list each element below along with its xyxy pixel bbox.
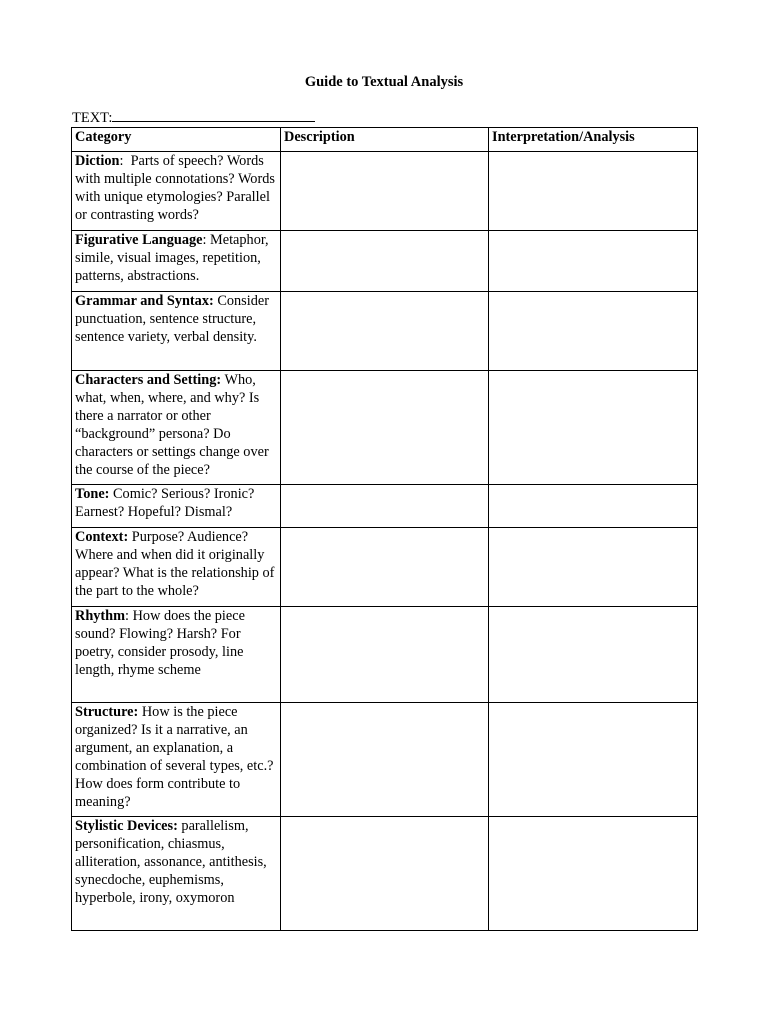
header-description: Description (281, 128, 489, 152)
category-separator: : (202, 232, 211, 248)
category-detail: How is the piece organized? Is it a narrative, an argument, an explanation, a combination of several types, etc.? How does form contribute to meaning? (75, 704, 274, 810)
category-cell (72, 371, 281, 485)
description-cell[interactable] (281, 152, 489, 231)
category-term: Tone: (75, 486, 110, 502)
description-cell[interactable] (281, 485, 489, 528)
text-field-line (72, 109, 315, 127)
category-detail: How does the piece sound? Flowing? Harsh? For poetry, consider prosody, line length, rhyme scheme (75, 608, 245, 678)
category-detail: parallelism, personification, chiasmus, alliteration, assonance, antithesis, synecdoche, euphemisms, hyperbole, irony, oxymoron (75, 818, 267, 906)
interpretation-cell[interactable] (489, 485, 698, 528)
category-cell (72, 703, 281, 817)
interpretation-cell[interactable] (489, 152, 698, 231)
description-cell[interactable] (281, 703, 489, 817)
category-cell (72, 528, 281, 607)
analysis-table (71, 127, 698, 931)
interpretation-cell[interactable] (489, 292, 698, 371)
text-label: TEXT: (72, 110, 113, 126)
category-term: Context: (75, 529, 129, 545)
description-cell[interactable] (281, 292, 489, 371)
table-row-figurative-language (72, 231, 698, 292)
category-term: Structure: (75, 704, 139, 720)
category-detail: Purpose? Audience? Where and when did it originally appear? What is the relationship of the part to the whole? (75, 529, 275, 599)
table-row-stylistic-devices (72, 817, 698, 931)
category-cell (72, 485, 281, 528)
category-detail: Consider punctuation, sentence structure, sentence variety, verbal density. (75, 293, 269, 345)
category-separator: : (119, 153, 131, 169)
category-cell (72, 817, 281, 931)
document-title: Guide to Textual Analysis (304, 74, 464, 90)
category-term: Rhythm (75, 608, 126, 624)
category-cell (72, 292, 281, 371)
table-row-characters-setting (72, 371, 698, 485)
description-cell[interactable] (281, 371, 489, 485)
table-row-structure (72, 703, 698, 817)
category-term: Characters and Setting: (75, 372, 222, 388)
category-cell (72, 231, 281, 292)
interpretation-cell[interactable] (489, 817, 698, 931)
category-cell (72, 152, 281, 231)
table-row-context (72, 528, 698, 607)
category-detail: Parts of speech? Words with multiple connotations? Words with unique etymologies? Parallel or contrasting words? (75, 153, 275, 223)
category-detail: Metaphor, simile, visual images, repetition, patterns, abstractions. (75, 232, 269, 284)
category-separator: : (125, 608, 133, 624)
description-cell[interactable] (281, 528, 489, 607)
interpretation-cell[interactable] (489, 703, 698, 817)
category-detail: Who, what, when, where, and why? Is there a narrator or other “background” persona? Do characters or settings change over the course of the piece? (75, 372, 269, 478)
header-interpretation: Interpretation/Analysis (489, 128, 698, 152)
text-blank-line[interactable] (112, 109, 315, 122)
description-cell[interactable] (281, 607, 489, 703)
category-cell (72, 607, 281, 703)
category-term: Grammar and Syntax: (75, 293, 214, 309)
table-header-row (72, 128, 698, 152)
description-cell[interactable] (281, 817, 489, 931)
interpretation-cell[interactable] (489, 528, 698, 607)
category-term: Stylistic Devices: (75, 818, 178, 834)
category-term: Figurative Language (75, 232, 203, 248)
interpretation-cell[interactable] (489, 607, 698, 703)
table-row-rhythm (72, 607, 698, 703)
header-category: Category (72, 128, 281, 152)
table-row-grammar-syntax (72, 292, 698, 371)
table-row-diction (72, 152, 698, 231)
description-cell[interactable] (281, 231, 489, 292)
interpretation-cell[interactable] (489, 231, 698, 292)
category-term: Diction (75, 153, 120, 169)
table-row-tone (72, 485, 698, 528)
category-detail: Comic? Serious? Ironic? Earnest? Hopeful? Dismal? (75, 486, 255, 520)
interpretation-cell[interactable] (489, 371, 698, 485)
